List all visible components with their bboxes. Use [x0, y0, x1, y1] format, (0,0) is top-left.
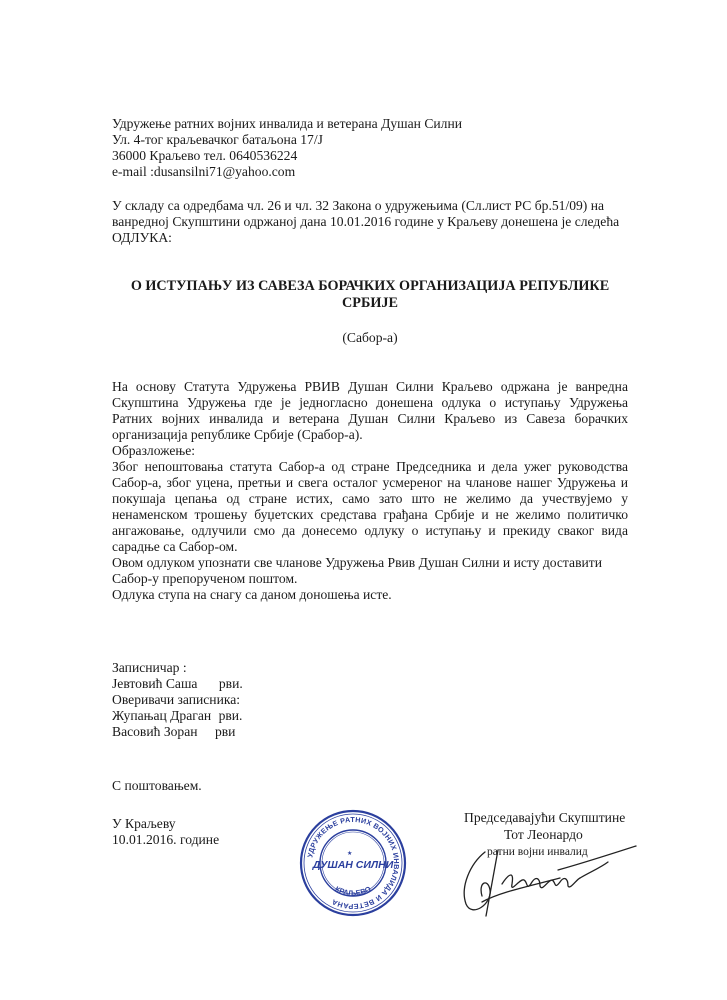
svg-text:★: ★ [347, 851, 353, 857]
recorder-name: Јевтовић Саша [112, 676, 198, 691]
recorder-label: Записничар : [112, 660, 187, 675]
intro-line: У складу са одредбама чл. 26 и чл. 32 Закона о удружењима (Сл.лист РС бр.51/09) на [112, 198, 605, 213]
intro-line: ванредној Скупштини одржаној дана 10.01.2016 године у Краљеву донешена је следећа [112, 214, 620, 229]
verifier-name: Васовић Зоран [112, 724, 198, 739]
body-line: покушаја цепања од стране истих, само зато што не желимо да учествујемо у [112, 491, 628, 506]
closing-date: 10.01.2016. године [112, 832, 220, 847]
intro-paragraph [112, 198, 619, 246]
title-line: СРБИЈЕ [342, 295, 398, 311]
handwritten-signature [440, 842, 640, 922]
verifier-suffix: рви [214, 724, 236, 739]
closing-place: У Краљеву [112, 816, 176, 831]
org-name: Удружење ратних војних инвалида и ветерана Душан Силни [112, 116, 463, 131]
official-stamp [298, 808, 408, 918]
body-line: организација републике Србије (Срабор-а). [112, 427, 363, 442]
body-line: Одлука ступа на снагу са даном доношења исте. [112, 587, 392, 602]
chair-title: Председавајући Скупштине [464, 810, 626, 825]
body-line: сарадње са Сабор-ом. [112, 539, 238, 554]
stamp-center-text: ДУШАН СИЛНИ [312, 859, 394, 871]
document-subtitle: (Сабор-а) [342, 330, 398, 345]
body-line: Сабор-а, због уцена, претњи и свега осталог усмереног на чланове нашег Удружења и [112, 475, 628, 490]
reasoning-label: Образложење: [112, 443, 196, 458]
letterhead [112, 116, 462, 180]
recorder-row [112, 676, 243, 692]
recorder-suffix: рви. [218, 676, 243, 691]
intro-line: ОДЛУКА: [112, 230, 172, 245]
body-line: На основу Статута Удружења РВИВ Душан Силни Краљево одржана је ванредна [112, 379, 628, 394]
closing-place-date [112, 816, 219, 848]
verifier-row [112, 724, 243, 740]
verifiers-label: Оверивачи записника: [112, 692, 241, 707]
org-address: Ул. 4-тог краљевачког батаљона 17/Ј [112, 132, 323, 147]
stamp-ring-text: УДРУЖЕЊЕ РАТНИХ ВОЈНИХ ИНВАЛИДА И ВЕТЕРАНА [305, 814, 402, 912]
org-email: e-mail :dusansilni71@yahoo.com [112, 164, 296, 179]
body-line: Овом одлуком упознати све чланове Удружења Рвив Душан Силни и исту доставити [112, 555, 602, 570]
body-paragraph-1 [112, 379, 628, 603]
title-line: О ИСТУПАЊУ ИЗ САВЕЗА БОРАЧКИХ ОРГАНИЗАЦИЈА РЕПУБЛИКЕ [130, 278, 610, 294]
body-line: ангажовање, одлучили смо да донесемо одлуку о иступању и прекиду сваког вида [112, 523, 628, 538]
chair-name: Тот Леонардо [504, 827, 583, 842]
signatories [112, 660, 243, 740]
verifier-row [112, 708, 243, 724]
svg-text:КРАЉЕВО [334, 884, 373, 897]
verifier-name: Жупањац Драган [112, 708, 212, 723]
closing-regards: С поштовањем. [112, 778, 202, 793]
body-line: Скупштина Удружења где је једногласно донешена одлука о иступању Удружења [112, 395, 628, 410]
verifier-suffix: рви. [218, 708, 243, 723]
stamp-bottom-text: КРАЉЕВО [333, 884, 373, 898]
body-line: Сабор-у препорученом поштом. [112, 571, 298, 586]
stamp-seal [298, 808, 408, 918]
body-line: Због непоштовања статута Сабор-а од стране Председника и дела ужег руководства [112, 459, 628, 474]
body-line: ненаменском трошењу буџетских средстава грађана Србије и не желимо политичко [112, 507, 628, 522]
org-city-phone: 36000 Краљево тел. 0640536224 [112, 148, 298, 163]
document-title [112, 278, 628, 312]
chair-role: ратни војни инвалид [487, 846, 588, 858]
body-line: Ратних војних инвалида и ветерана Душан Силни Краљево из Савеза борачких [112, 411, 628, 426]
